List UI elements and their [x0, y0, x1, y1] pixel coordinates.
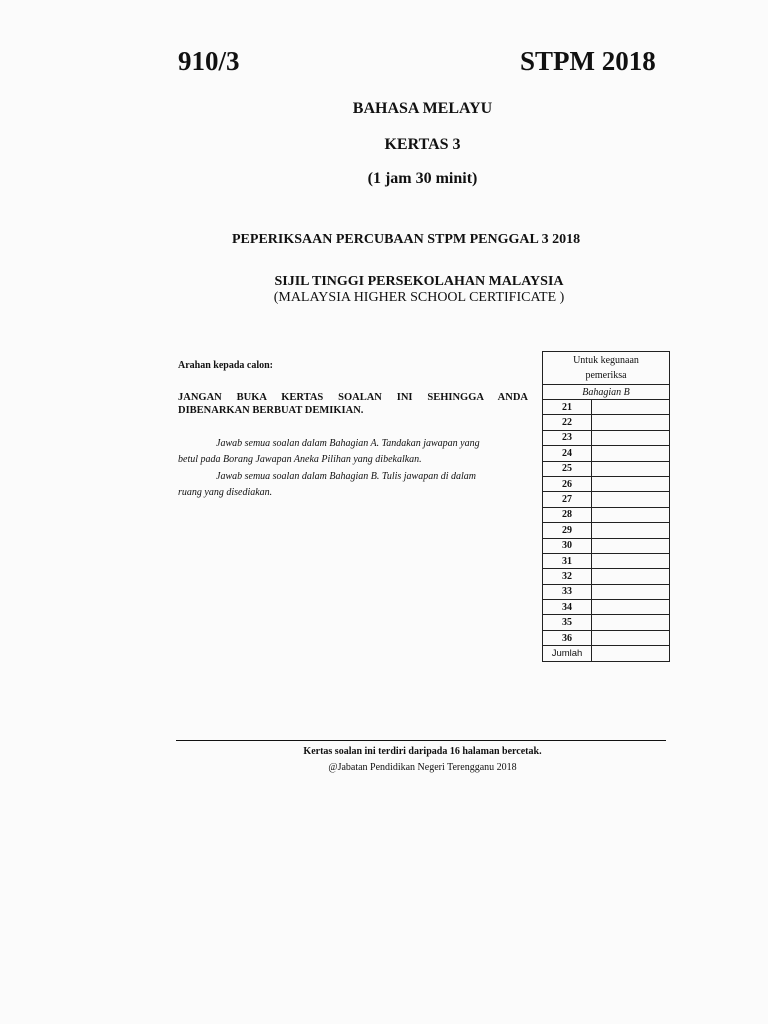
marks-row [543, 584, 670, 599]
question-number: 28 [543, 507, 592, 522]
warning-line-1: JANGAN BUKA KERTAS SOALAN INI SEHINGGA ANDA [178, 392, 528, 403]
question-number: 29 [543, 523, 592, 538]
marks-row [543, 446, 670, 461]
mark-cell[interactable] [592, 615, 670, 630]
marks-row [543, 615, 670, 630]
certificate-malay: SIJIL TINGGI PERSEKOLAHAN MALAYSIA [274, 274, 564, 289]
copyright-note: @Jabatan Pendidikan Negeri Terengganu 2018 [328, 762, 517, 773]
marks-row [543, 492, 670, 507]
marks-row [543, 507, 670, 522]
marks-row [543, 569, 670, 584]
mark-cell[interactable] [592, 584, 670, 599]
question-number: 33 [543, 584, 592, 599]
question-number: 34 [543, 600, 592, 615]
question-number: 36 [543, 630, 592, 645]
section-label: Bahagian B [543, 385, 670, 400]
question-number: 24 [543, 446, 592, 461]
question-number: 21 [543, 400, 592, 415]
question-number: 30 [543, 538, 592, 553]
marks-row [543, 553, 670, 568]
instruction-part-b-line-1: Jawab semua soalan dalam Bahagian B. Tulis jawapan di dalam [216, 471, 477, 482]
exam-duration: (1 jam 30 minit) [367, 170, 478, 187]
marks-row [543, 430, 670, 445]
mark-cell[interactable] [592, 538, 670, 553]
total-row [543, 646, 670, 661]
mark-cell[interactable] [592, 492, 670, 507]
warning-line-2: DIBENARKAN BERBUAT DEMIKIAN. [178, 405, 364, 416]
mark-cell[interactable] [592, 553, 670, 568]
paper-number: KERTAS 3 [384, 136, 461, 153]
examiner-header-line-1: Untuk kegunaan [573, 355, 639, 366]
mark-cell[interactable] [592, 630, 670, 645]
instruction-part-b-line-2: ruang yang disediakan. [178, 487, 273, 498]
question-number: 26 [543, 476, 592, 491]
mark-cell[interactable] [592, 400, 670, 415]
examiner-header-line-2: pemeriksa [585, 370, 627, 381]
question-number: 23 [543, 430, 592, 445]
marks-row [543, 523, 670, 538]
total-label: Jumlah [543, 646, 592, 661]
examiner-header [543, 352, 670, 385]
question-number: 27 [543, 492, 592, 507]
question-number: 32 [543, 569, 592, 584]
marks-row [543, 461, 670, 476]
mark-cell[interactable] [592, 430, 670, 445]
page-count-note: Kertas soalan ini terdiri daripada 16 halaman bercetak. [303, 746, 542, 757]
mark-cell[interactable] [592, 523, 670, 538]
question-number: 35 [543, 615, 592, 630]
total-mark-cell[interactable] [592, 646, 670, 661]
instructions-heading: Arahan kepada calon: [178, 360, 274, 371]
question-number: 22 [543, 415, 592, 430]
instruction-part-a-line-1: Jawab semua soalan dalam Bahagian A. Tandakan jawapan yang [216, 438, 480, 449]
marks-row [543, 630, 670, 645]
mark-cell[interactable] [592, 461, 670, 476]
subject-title: BAHASA MELAYU [352, 100, 493, 117]
mark-cell[interactable] [592, 600, 670, 615]
mark-cell[interactable] [592, 507, 670, 522]
paper-code: 910/3 [178, 46, 240, 76]
mark-cell[interactable] [592, 415, 670, 430]
certificate-english: (MALAYSIA HIGHER SCHOOL CERTIFICATE ) [273, 290, 565, 305]
footer-divider [176, 740, 666, 741]
marks-row [543, 538, 670, 553]
mark-cell[interactable] [592, 446, 670, 461]
examiner-marks-table [542, 351, 670, 662]
mark-cell[interactable] [592, 569, 670, 584]
marks-row [543, 600, 670, 615]
question-number: 25 [543, 461, 592, 476]
marks-row [543, 400, 670, 415]
trial-exam-title: PEPERIKSAAN PERCUBAAN STPM PENGGAL 3 2018 [232, 232, 581, 247]
marks-row [543, 415, 670, 430]
mark-cell[interactable] [592, 476, 670, 491]
instruction-part-a-line-2: betul pada Borang Jawapan Aneka Pilihan yang dibekalkan. [178, 454, 422, 465]
question-number: 31 [543, 553, 592, 568]
exam-title: STPM 2018 [520, 46, 656, 76]
marks-row [543, 476, 670, 491]
